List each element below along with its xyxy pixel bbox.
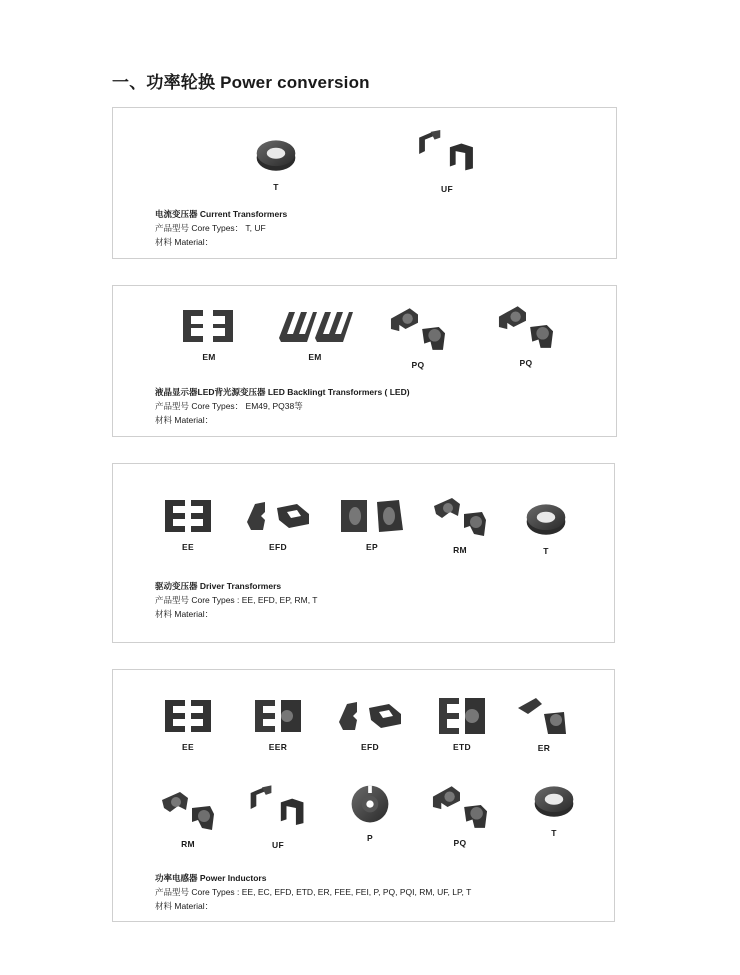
core-label: ETD xyxy=(453,742,471,752)
material: 材料 Material： xyxy=(155,415,214,425)
core-types: 产品型号 Core Types : EE, EFD, EP, RM, T xyxy=(155,595,318,605)
core-label: T xyxy=(551,828,557,838)
core-item-eer xyxy=(253,696,303,752)
core-types: 产品型号 Core Types： T, UF xyxy=(155,223,266,233)
power-inductors-panel xyxy=(112,669,615,922)
pot-core-icon xyxy=(347,782,393,827)
core-item-pq xyxy=(493,300,559,368)
section-heading: 驱动变压器 Driver Transformers xyxy=(155,581,282,591)
efd-core-icon xyxy=(335,696,405,736)
core-item-t xyxy=(523,500,569,556)
ep-core-icon xyxy=(337,496,407,536)
core-item-er xyxy=(513,692,575,753)
led-backlight-transformers-panel xyxy=(112,285,617,437)
eer-core-icon xyxy=(253,696,303,736)
core-label: ER xyxy=(537,743,551,753)
core-label: EER xyxy=(268,742,288,752)
current-transformers-panel xyxy=(112,107,617,259)
pq-core-icon xyxy=(493,300,559,352)
em-core-icon xyxy=(179,306,239,346)
ee-core-icon xyxy=(163,696,213,736)
core-item-em xyxy=(179,306,239,362)
core-item-pq xyxy=(385,302,451,370)
core-label: EP xyxy=(366,542,378,552)
core-label: EM xyxy=(202,352,216,362)
uf-core-icon xyxy=(245,784,311,834)
section-description xyxy=(155,207,287,249)
pq-core-icon xyxy=(385,302,451,354)
core-label: T xyxy=(543,546,549,556)
section-description xyxy=(155,579,318,621)
core-label: PQ xyxy=(411,360,425,370)
toroid-core-icon xyxy=(253,136,299,176)
core-label: UF xyxy=(272,840,284,850)
core-label: T xyxy=(273,182,279,192)
core-item-ee xyxy=(163,496,213,552)
core-item-t xyxy=(531,782,577,838)
page-title: 一、功率轮换 Power conversion xyxy=(112,73,370,92)
core-item-uf xyxy=(413,130,481,194)
core-item-etd xyxy=(437,696,487,752)
core-label: EE xyxy=(182,542,194,552)
ee-core-icon xyxy=(163,496,213,536)
material: 材料 Material： xyxy=(155,237,214,247)
core-item-t xyxy=(253,136,299,192)
core-types: 产品型号 Core Types : EE, EC, EFD, ETD, ER, FEE, FEI, P, PQ, PQI, RM, UF, LP, T xyxy=(155,887,472,897)
toroid-core-icon xyxy=(531,782,577,822)
core-label: P xyxy=(367,833,373,843)
core-types: 产品型号 Core Types： EM49, PQ38等 xyxy=(155,401,303,411)
rm-core-icon xyxy=(429,494,491,539)
core-label: EE xyxy=(182,742,194,752)
rm-core-icon xyxy=(157,788,219,833)
core-item-pq xyxy=(427,780,493,848)
section-description xyxy=(155,385,410,427)
toroid-core-icon xyxy=(523,500,569,540)
pq-core-icon xyxy=(427,780,493,832)
em-core-icon xyxy=(275,306,355,346)
er-core-icon xyxy=(513,692,575,737)
core-label: PQ xyxy=(453,838,467,848)
core-label: EM xyxy=(308,352,322,362)
etd-core-icon xyxy=(437,696,487,736)
efd-core-icon xyxy=(243,496,313,536)
section-heading: 电流变压器 Current Transformers xyxy=(155,209,288,219)
core-label: EFD xyxy=(269,542,287,552)
core-label: EFD xyxy=(361,742,379,752)
core-item-p xyxy=(347,782,393,843)
section-description xyxy=(155,871,471,913)
core-item-ep xyxy=(337,496,407,552)
core-item-rm xyxy=(157,788,219,849)
material: 材料 Material： xyxy=(155,609,214,619)
core-item-em xyxy=(275,306,355,362)
section-heading: 功率电感器 Power Inductors xyxy=(155,873,267,883)
material: 材料 Material： xyxy=(155,901,214,911)
core-label: UF xyxy=(441,184,453,194)
core-item-efd xyxy=(243,496,313,552)
core-label: RM xyxy=(181,839,195,849)
core-label: RM xyxy=(453,545,467,555)
uf-core-icon xyxy=(413,130,481,178)
core-item-efd xyxy=(335,696,405,752)
core-item-ee xyxy=(163,696,213,752)
section-heading: 液晶显示器LED背光源变压器 LED Backlingt Transformers ( LED) xyxy=(155,387,410,397)
core-item-uf xyxy=(245,784,311,850)
driver-transformers-panel xyxy=(112,463,615,643)
core-item-rm xyxy=(429,494,491,555)
core-label: PQ xyxy=(519,358,533,368)
